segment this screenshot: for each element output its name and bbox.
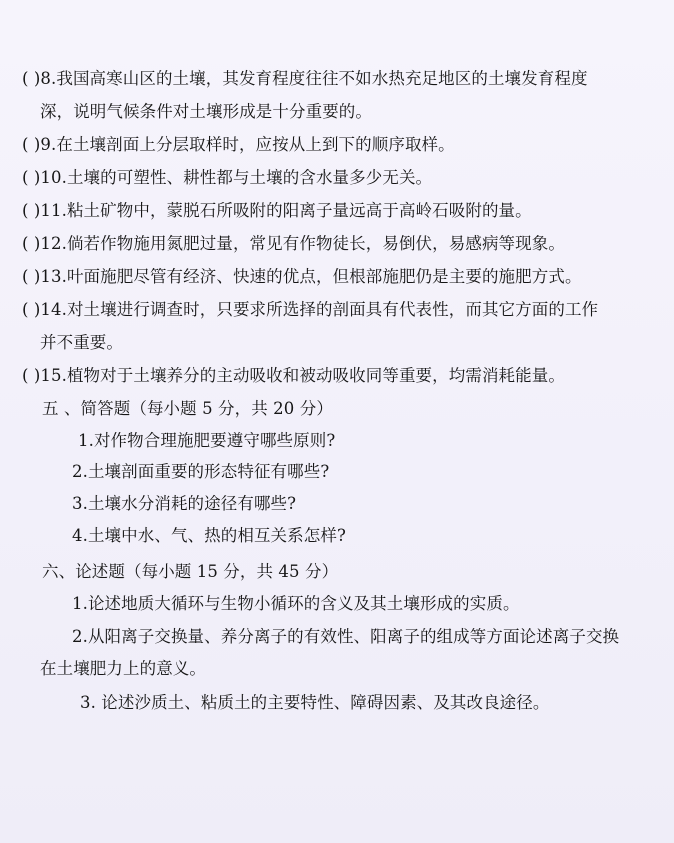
question-14-continuation: 并不重要。 (40, 333, 123, 352)
question-9: ( )9.在土壤剖面上分层取样时，应按从上到下的顺序取样。 (22, 135, 455, 154)
section-heading-short-answer: 五 、简答题（每小题 5 分，共 20 分） (42, 399, 333, 418)
question-15: ( )15.植物对于土壤养分的主动吸收和被动吸收同等重要，均需消耗能量。 (22, 366, 565, 385)
short-answer-question-4: 4.土壤中水、气、热的相互关系怎样? (72, 526, 346, 545)
question-12: ( )12.倘若作物施用氮肥过量，常见有作物徒长，易倒伏，易感病等现象。 (22, 234, 565, 253)
section-heading-essay: 六、论述题（每小题 15 分，共 45 分） (42, 562, 339, 581)
question-11: ( )11.粘土矿物中，蒙脱石所吸附的阳离子量远高于高岭石吸附的量。 (22, 201, 532, 220)
question-14: ( )14.对土壤进行调查时，只要求所选择的剖面具有代表性，而其它方面的工作 (22, 300, 599, 319)
question-8-continuation: 深，说明气候条件对土壤形成是十分重要的。 (40, 102, 372, 121)
essay-question-3: 3. 论述沙质土、粘质土的主要特性、障碍因素、及其改良途径。 (80, 693, 550, 712)
question-13: ( )13.叶面施肥尽管有经济、快速的优点，但根部施肥仍是主要的施肥方式。 (22, 267, 582, 286)
short-answer-question-1: 1.对作物合理施肥要遵守哪些原则? (78, 431, 336, 450)
essay-question-2-continuation: 在土壤肥力上的意义。 (40, 659, 206, 678)
essay-question-1: 1.论述地质大循环与生物小循环的含义及其土壤形成的实质。 (72, 594, 520, 613)
question-10: ( )10.土壤的可塑性、耕性都与土壤的含水量多少无关。 (22, 168, 433, 187)
essay-question-2: 2.从阳离子交换量、养分离子的有效性、阳离子的组成等方面论述离子交换 (72, 627, 620, 646)
short-answer-question-2: 2.土壤剖面重要的形态特征有哪些? (72, 462, 330, 481)
short-answer-question-3: 3.土壤水分消耗的途径有哪些? (72, 494, 297, 513)
question-8: ( )8.我国高寒山区的土壤，其发育程度往往不如水热充足地区的土壤发育程度 (22, 69, 588, 88)
